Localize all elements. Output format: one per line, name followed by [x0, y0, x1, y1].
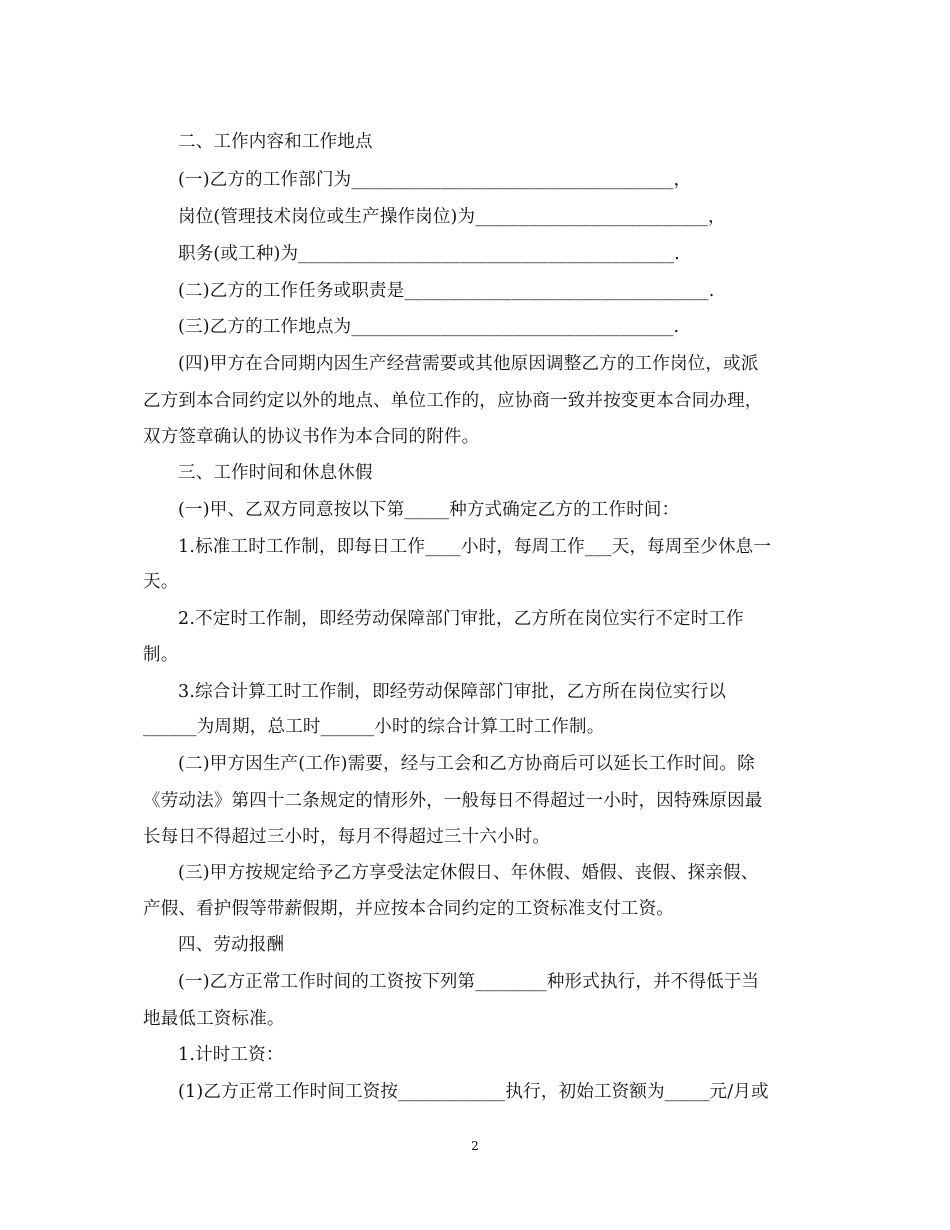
- section-heading: 三、工作时间和休息休假: [178, 463, 373, 483]
- paragraph-line: 地最低工资标准。: [143, 1009, 285, 1029]
- paragraph-line: 1.计时工资：: [178, 1045, 284, 1065]
- paragraph-line: 《劳动法》第四十二条规定的情形外，一般每日不得超过一小时，因特殊原因最: [143, 791, 763, 811]
- paragraph-line: 长每日不得超过三小时，每月不得超过三十六小时。: [143, 827, 551, 847]
- paragraph-line: (1)乙方正常工作时间工资按____________执行，初始工资额为_____元/月或: [178, 1082, 769, 1102]
- paragraph-line: 产假、看护假等带薪假期，并应按本合同约定的工资标准支付工资。: [143, 899, 674, 919]
- paragraph-line: 乙方到本合同约定以外的地点、单位工作的，应协商一致并按变更本合同办理，: [143, 391, 763, 411]
- paragraph-line: (一)甲、乙双方同意按以下第_____种方式确定乙方的工作时间：: [178, 500, 680, 520]
- paragraph-line: (一)乙方的工作部门为____________________________________，: [178, 170, 692, 190]
- paragraph-line: 3.综合计算工时工作制，即经劳动保障部门审批，乙方所在岗位实行以: [178, 682, 727, 702]
- paragraph-line: 1.标准工时工作制，即每日工作____小时，每周工作___天，每周至少休息一: [178, 537, 772, 557]
- page-number: 2: [471, 1139, 479, 1153]
- paragraph-line: (三)甲方按规定给予乙方享受法定休假日、年休假、婚假、丧假、探亲假、: [178, 863, 759, 883]
- paragraph-line: (三)乙方的工作地点为____________________________________.: [178, 317, 680, 337]
- paragraph-line: ______为周期，总工时______小时的综合计算工时工作制。: [143, 717, 605, 737]
- paragraph-line: 天。: [143, 572, 179, 592]
- paragraph-line: 制。: [143, 645, 179, 665]
- paragraph-line: 岗位(管理技术岗位或生产操作岗位)为__________________________，: [178, 207, 726, 227]
- section-heading: 二、工作内容和工作地点: [178, 132, 373, 152]
- section-heading: 四、劳动报酬: [178, 935, 285, 955]
- paragraph-line: 职务(或工种)为__________________________________________.: [178, 244, 680, 264]
- paragraph-line: 2.不定时工作制，即经劳动保障部门审批，乙方所在岗位实行不定时工作: [178, 609, 744, 629]
- paragraph-line: (二)甲方因生产(工作)需要，经与工会和乙方协商后可以延长工作时间。除: [178, 754, 755, 774]
- paragraph-line: (四)甲方在合同期内因生产经营需要或其他原因调整乙方的工作岗位，或派: [178, 354, 759, 374]
- paragraph-line: (一)乙方正常工作时间的工资按下列第________种形式执行，并不得低于当: [178, 972, 760, 992]
- paragraph-line: (二)乙方的工作任务或职责是__________________________________.: [178, 281, 715, 301]
- paragraph-line: 双方签章确认的协议书作为本合同的附件。: [143, 427, 480, 447]
